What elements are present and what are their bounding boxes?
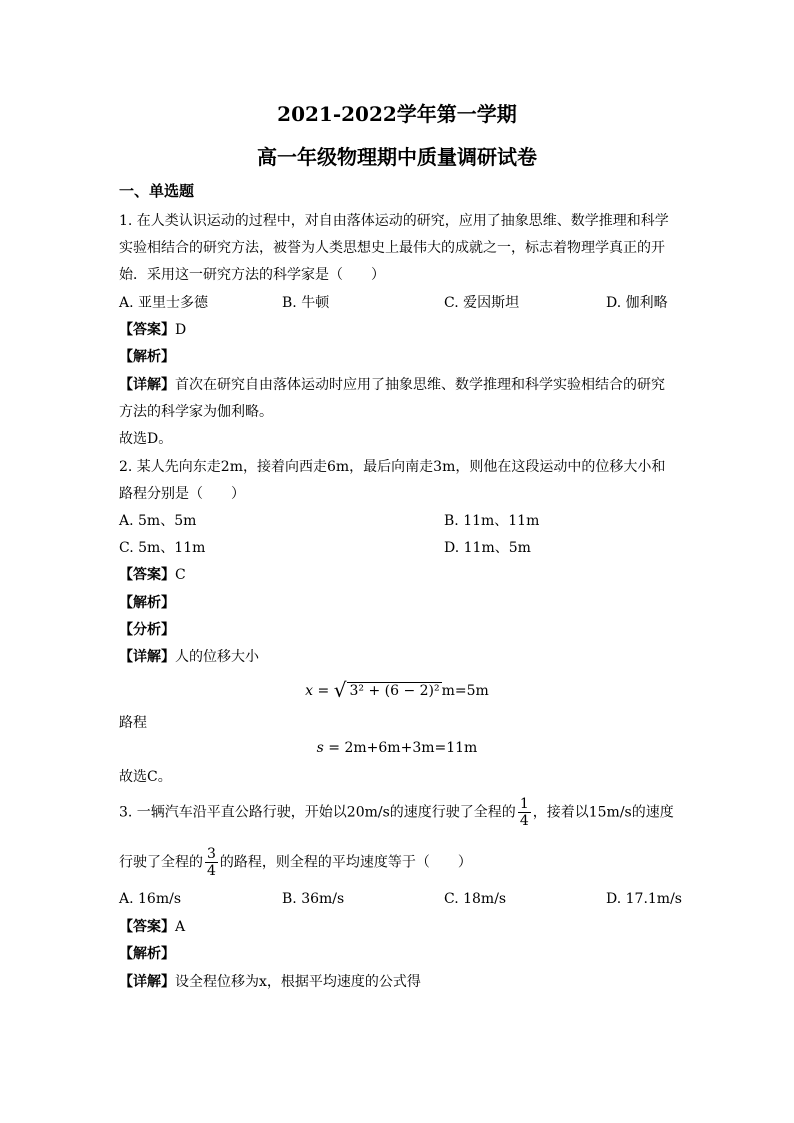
q1-detail-line1 [119, 374, 665, 394]
q3-stem-line1 [119, 796, 674, 829]
q1-option-a: A. 亚里士多德 [119, 295, 209, 311]
q2-fenxi-tag: 【分析】 [119, 622, 175, 638]
q3-detail-line1 [119, 971, 421, 991]
q2-detail-line1 [119, 646, 259, 666]
detail-text: 首次在研究自由落体运动时应用了抽象思维、数学推理和科学实验相结合的研究 [175, 377, 665, 393]
q3-stem-text-d: 的路程，则全程的平均速度等于（ ） [219, 854, 472, 871]
q2-equation-displacement [0, 678, 794, 702]
fraction-three-quarters [205, 846, 218, 879]
eq-equals: = [313, 683, 334, 699]
fraction-one-quarter [518, 796, 531, 829]
q3-option-c: C. 18m/s [444, 891, 507, 907]
answer-tag: 【答案】 [119, 322, 175, 338]
q2-path-label: 路程 [119, 715, 147, 731]
q2-conclusion: 故选C。 [119, 769, 172, 785]
q1-analysis-tag: 【解析】 [119, 349, 175, 365]
q3-stem-text-a: 3. 一辆汽车沿平直公路行驶，开始以20m/s的速度行驶了全程的 [119, 804, 516, 821]
q1-option-c: C. 爱因斯坦 [444, 295, 520, 311]
sqrt-icon: √ [333, 678, 347, 702]
q3-option-b: B. 36m/s [282, 891, 345, 907]
answer-tag: 【答案】 [119, 567, 175, 583]
fraction-numerator: 3 [207, 846, 216, 862]
answer-value: A [175, 919, 186, 935]
fraction-denominator: 4 [207, 863, 216, 879]
q2-option-d: D. 11m、5m [444, 540, 531, 556]
detail-tag: 【详解】 [119, 649, 175, 665]
eq-variable-x: x [305, 683, 314, 699]
document-title-year: 2021-2022学年第一学期 [277, 102, 517, 126]
q2-option-b: B. 11m、11m [444, 513, 540, 529]
q1-option-b: B. 牛顿 [282, 295, 330, 311]
answer-value: C [175, 567, 186, 583]
detail-text: 人的位移大小 [175, 649, 259, 665]
document-title-exam: 高一年级物理期中质量调研试卷 [257, 145, 537, 169]
eq-result: m=5m [441, 683, 489, 699]
fraction-denominator: 4 [519, 813, 529, 829]
q2-option-c: C. 5m、11m [119, 540, 206, 556]
detail-tag: 【详解】 [119, 974, 175, 990]
q3-option-a: A. 16m/s [119, 891, 182, 907]
q2-analysis-tag: 【解析】 [119, 595, 175, 611]
q3-stem-text-b: ，接着以15m/s的速度 [532, 804, 674, 821]
detail-text: 设全程位移为x，根据平均速度的公式得 [175, 974, 421, 990]
answer-tag: 【答案】 [119, 919, 175, 935]
section-heading: 一、单选题 [119, 182, 195, 200]
q2-stem-line2: 路程分别是（ ） [119, 486, 245, 502]
q1-answer [119, 319, 186, 339]
eq-result: = 2m+6m+3m=11m [323, 740, 478, 756]
q2-stem-line1: 2. 某人先向东走2m，接着向西走6m，最后向南走3m，则他在这段运动中的位移大小和 [119, 459, 666, 475]
q2-option-a: A. 5m、5m [119, 513, 197, 529]
q2-answer [119, 564, 186, 584]
q1-detail-line2: 方法的科学家为伽利略。 [119, 404, 273, 420]
eq-radicand: 3² + (6 − 2)² [349, 683, 440, 699]
q1-stem-line3: 始．采用这一研究方法的科学家是（ ） [119, 267, 385, 283]
q3-option-d: D. 17.1m/s [606, 891, 682, 907]
q1-option-d: D. 伽利略 [606, 295, 668, 311]
q1-stem-line2: 实验相结合的研究方法，被誉为人类思想史上最伟大的成就之一，标志着物理学真正的开 [119, 240, 665, 256]
fraction-numerator: 1 [519, 796, 529, 812]
q3-analysis-tag: 【解析】 [119, 946, 175, 962]
eq-variable-s: s [316, 740, 324, 756]
q3-answer [119, 916, 185, 936]
q3-stem-line2 [119, 846, 472, 879]
detail-tag: 【详解】 [119, 377, 175, 393]
answer-value: D [175, 322, 187, 338]
q1-stem-line1: 1. 在人类认识运动的过程中，对自由落体运动的研究，应用了抽象思维、数学推理和科学 [119, 213, 669, 229]
q3-stem-text-c: 行驶了全程的 [119, 854, 203, 871]
q1-conclusion: 故选D。 [119, 431, 173, 447]
q2-equation-path [0, 740, 794, 756]
